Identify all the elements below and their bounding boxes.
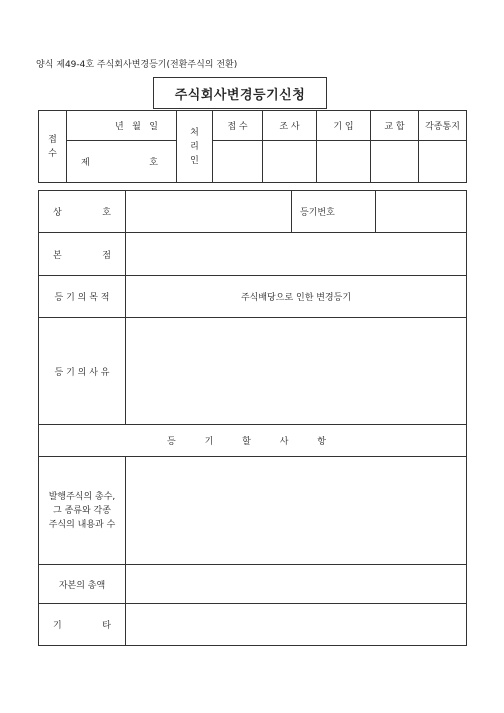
stamp-inspection[interactable] (263, 141, 317, 183)
trade-name-label: 상 호 (39, 191, 126, 233)
receipt-label-text: 접 수 (48, 134, 57, 159)
processing-label (177, 111, 213, 183)
month-label: 월 (132, 122, 141, 132)
trade-name-field[interactable] (126, 191, 292, 233)
col-collation: 교 합 (371, 111, 419, 141)
receipt-processing-table (38, 110, 467, 183)
number-suffix: 호 (149, 158, 158, 168)
form-title: 주식회사변경등기신청 (153, 77, 327, 109)
day-label: 일 (149, 122, 158, 132)
purpose-label: 등 기 의 목 적 (39, 276, 126, 318)
stamp-collation[interactable] (371, 141, 419, 183)
capital-field[interactable] (126, 565, 467, 604)
receipt-date-cell[interactable] (67, 111, 177, 141)
reg-number-field[interactable] (376, 191, 467, 233)
receipt-number-cell[interactable] (67, 141, 177, 183)
reason-field[interactable] (126, 318, 467, 425)
col-entry: 기 입 (317, 111, 371, 141)
head-office-label: 본 점 (39, 233, 126, 276)
application-table (38, 190, 467, 646)
col-inspection: 조 사 (263, 111, 317, 141)
other-field[interactable] (126, 604, 467, 646)
processing-label-text: 처 리 인 (190, 127, 199, 166)
shares-field[interactable] (126, 457, 467, 565)
stamp-receipt[interactable] (213, 141, 263, 183)
receipt-label (39, 111, 67, 183)
col-notifications: 각종통지 (419, 111, 467, 141)
purpose-value[interactable]: 주식배당으로 인한 변경등기 (126, 276, 467, 318)
shares-label: 발행주식의 총수, 그 종류와 각종 주식의 내용과 수 (39, 457, 126, 565)
stamp-notifications[interactable] (419, 141, 467, 183)
reg-number-label: 등기번호 (292, 191, 376, 233)
stamp-entry[interactable] (317, 141, 371, 183)
year-label: 년 (115, 122, 124, 132)
form-caption: 양식 제49-4호 주식회사변경등기(전환주식의 전환) (36, 60, 238, 70)
capital-label: 자본의 총액 (39, 565, 126, 604)
other-label: 기 타 (39, 604, 126, 646)
reason-label: 등 기 의 사 유 (39, 318, 126, 425)
matters-header: 등 기 할 사 항 (39, 425, 467, 457)
col-receipt: 접 수 (213, 111, 263, 141)
number-prefix: 제 (81, 158, 90, 168)
head-office-field[interactable] (126, 233, 467, 276)
